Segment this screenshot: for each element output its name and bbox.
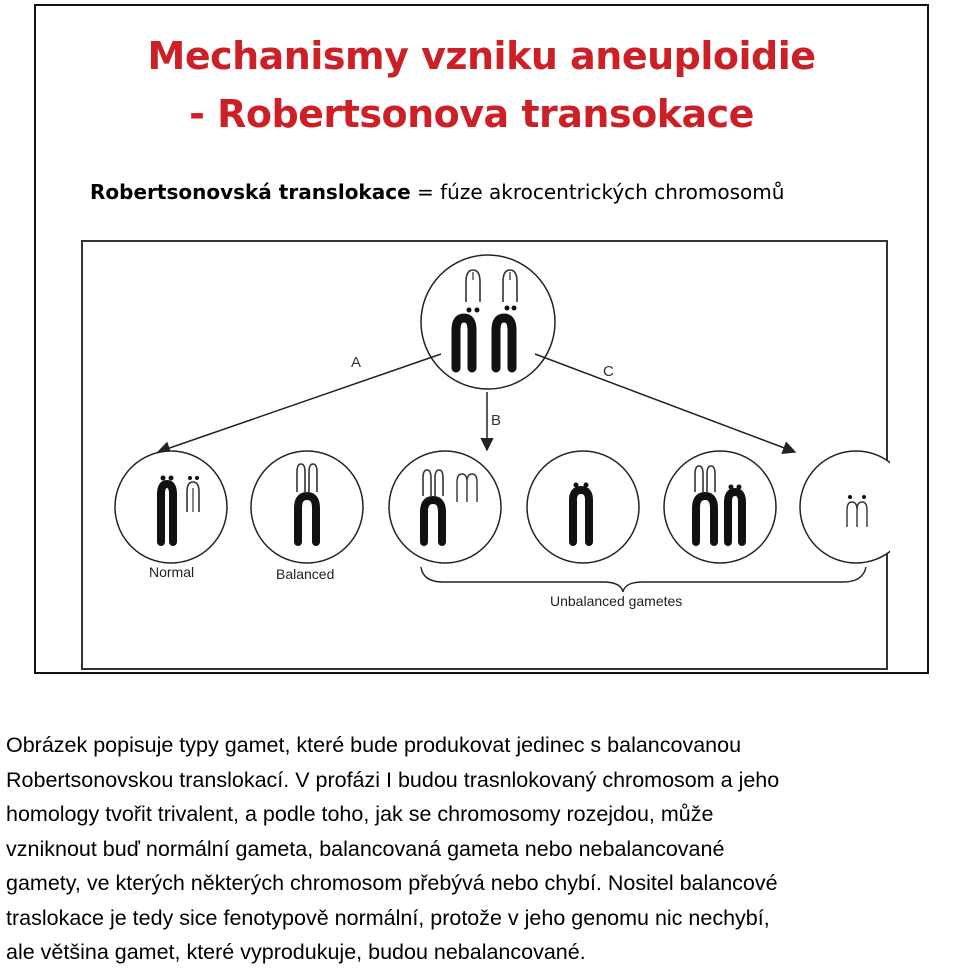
arrow-label-c: C xyxy=(603,363,614,380)
arrow-label-a: A xyxy=(351,354,362,371)
slide-frame xyxy=(34,4,929,674)
caption-line: gamety, ve kterých některých chromosom přebývá nebo chybí. Nositel balancové xyxy=(6,871,778,895)
gamete-cell-unbalanced-4 xyxy=(800,451,890,563)
gamete-cell-balanced xyxy=(251,451,363,563)
arrow-a xyxy=(158,354,441,452)
slide-title-line-2: - Robertsonova transokace xyxy=(189,92,754,136)
gamete-cell-unbalanced-2 xyxy=(527,451,639,563)
label-balanced: Balanced xyxy=(276,566,335,582)
caption-line: homology tvořit trivalent, a podle toho, jak se chromosomy rozejdou, může xyxy=(6,802,714,826)
arrow-label-b: B xyxy=(491,412,502,429)
caption-paragraph xyxy=(6,728,958,970)
arrow-c xyxy=(535,354,795,452)
label-normal: Normal xyxy=(149,564,195,580)
slide-title-line-1: Mechanismy vzniku aneuploidie xyxy=(147,34,816,78)
caption-line: ale většina gamet, které vyprodukuje, budou nebalancované. xyxy=(6,940,586,964)
caption-line: Robertsonovskou translokací. V profázi I budou trasnlokovaný chromosom a jeho xyxy=(6,767,780,792)
translocation-diagram xyxy=(81,240,888,670)
caption-line: traslokace je tedy sice fenotypově normální, protože v jeho genomu nic nechybí, xyxy=(6,905,770,930)
caption-line: vzniknout buď normální gameta, balancovaná gameta nebo nebalancované xyxy=(6,836,725,861)
caption-line: Obrázek popisuje typy gamet, které bude produkovat jedinec s balancovanou xyxy=(6,733,742,757)
subtitle-definition: = fúze akrocentrických chromosomů xyxy=(410,180,785,204)
slide-subtitle xyxy=(90,180,784,204)
gamete-cell-unbalanced-3 xyxy=(664,451,776,563)
diagram-svg xyxy=(83,242,890,672)
trivalent-cell xyxy=(421,255,555,389)
subtitle-term: Robertsonovská translokace xyxy=(90,180,411,204)
unbalanced-brace xyxy=(421,567,866,592)
label-unbalanced-gametes: Unbalanced gametes xyxy=(550,593,683,609)
